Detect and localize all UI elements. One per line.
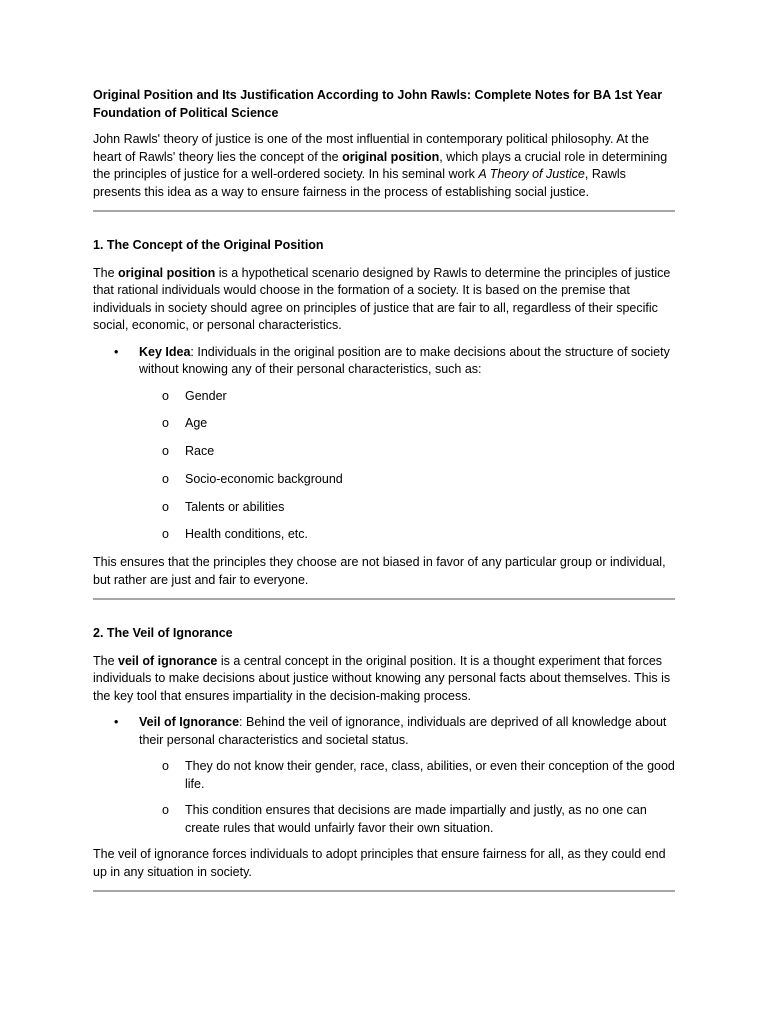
section-divider-1	[93, 210, 675, 212]
sub-bullet-marker: o	[162, 471, 169, 486]
intro-bold-term: original position	[342, 149, 440, 164]
intro-text-1: John Rawls' theory of justice is one of the most influential in contemporary political philosophy. At the heart of Rawls' theory lies the concept of the	[93, 132, 649, 164]
bullet-marker: •	[114, 344, 119, 359]
sub-bullet-marker: o	[162, 499, 169, 514]
intro-paragraph	[93, 131, 675, 201]
list-item	[93, 499, 675, 517]
section2-heading: 2. The Veil of Ignorance	[93, 626, 233, 641]
section2-text-1: The	[93, 653, 119, 668]
section1-text-2: is a hypothetical scenario designed by Rawls to determine the principles of justice that rational individuals would choose in the formation of a society. It is based on the premise that individuals in society should agree on principles of justice that are fair to all, regardless of their specific social, economic, or personal characteristics.	[93, 265, 671, 332]
section2-closing: The veil of ignorance forces individuals to adopt principles that ensure fairness for all, as they could end up in any situation in society.	[93, 847, 666, 879]
sub-bullet-marker: o	[162, 803, 169, 818]
section-divider-2	[93, 598, 675, 600]
intro-book-title: A Theory of Justice	[478, 167, 585, 181]
section1-paragraph	[93, 265, 675, 335]
sub-bullet-marker: o	[162, 388, 169, 403]
section1-bullet	[93, 344, 675, 379]
section2-bullet	[93, 714, 675, 749]
section2-bold-term: veil of ignorance	[118, 653, 218, 668]
section2-bullet-text: : Behind the veil of ignorance, individuals are deprived of all knowledge about their personal characteristics and societal status.	[139, 715, 667, 747]
section1-bullet-label: Key Idea	[139, 344, 191, 359]
section1-sub-list	[93, 388, 675, 544]
intro-text-3: , Rawls presents this idea as a way to ensure fairness in the process of establishing social justice.	[93, 167, 626, 199]
section2-sub-list	[93, 758, 675, 837]
intro-text-2: , which plays a crucial role in determining the principles of justice for a well-ordered society. In his seminal work	[93, 149, 668, 181]
list-item-text: Health conditions, etc.	[185, 527, 308, 542]
list-item-text: They do not know their gender, race, class, abilities, or even their conception of the good life.	[185, 759, 675, 791]
list-item	[93, 443, 675, 461]
list-item	[93, 802, 675, 837]
section2-bullet-label: Veil of Ignorance	[139, 715, 240, 730]
list-item-text: Gender	[185, 388, 227, 403]
section2-paragraph	[93, 653, 675, 706]
section1-bold-term: original position	[118, 265, 216, 280]
list-item	[93, 471, 675, 489]
section1-heading: 1. The Concept of the Original Position	[93, 238, 324, 252]
bullet-marker: •	[114, 715, 119, 730]
list-item-text: Race	[185, 444, 215, 459]
section1-text-1: The	[93, 265, 119, 280]
document-title: Original Position and Its Justification According to John Rawls: Complete Notes for BA 1st Year Foundation of Political Science	[93, 88, 663, 120]
list-item	[93, 526, 675, 544]
list-item-text: Age	[185, 416, 208, 431]
sub-bullet-marker: o	[162, 527, 169, 542]
document-body	[93, 87, 675, 892]
section2-text-2: is a central concept in the original position. It is a thought experiment that forces individuals to make decisions about justice without knowing any personal facts about themselves. This is the key tool that ensures impartiality in the decision-making process.	[93, 653, 671, 703]
sub-bullet-marker: o	[162, 444, 169, 459]
list-item-text: Socio-economic background	[185, 471, 343, 486]
list-item-text: This condition ensures that decisions are made impartially and justly, as no one can create rules that would unfairly favor their own situation.	[185, 803, 647, 835]
section1-closing: This ensures that the principles they choose are not biased in favor of any particular group or individual, but rather are just and fair to everyone.	[93, 555, 666, 587]
sub-bullet-marker: o	[162, 759, 169, 774]
section1-bullet-text: : Individuals in the original position are to make decisions about the structure of society without knowing any of their personal characteristics, such as:	[139, 344, 670, 376]
list-item	[93, 415, 675, 433]
list-item	[93, 758, 675, 793]
list-item-text: Talents or abilities	[185, 499, 285, 514]
list-item	[93, 388, 675, 406]
sub-bullet-marker: o	[162, 416, 169, 431]
section-divider-3	[93, 890, 675, 892]
